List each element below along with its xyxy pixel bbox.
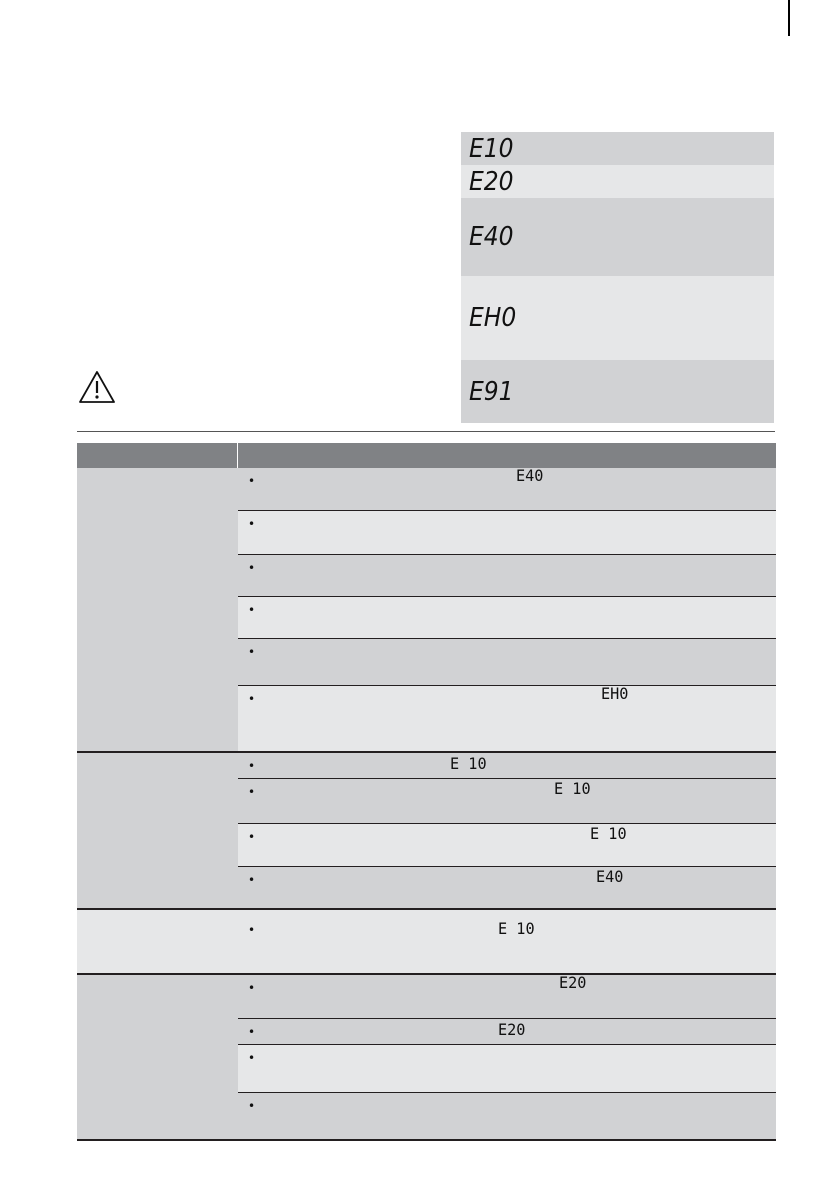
table-row [238,824,776,867]
error-code: E40 [469,222,514,252]
table-row [238,975,776,1019]
bullet: • [248,923,256,937]
bullet: • [248,830,256,844]
inline-error-code: E 10 [554,779,591,798]
page-corner-mark [788,0,790,36]
bullet: • [248,517,256,531]
table-header [77,443,776,468]
table-group [77,468,776,753]
inline-error-code: E 10 [590,824,627,843]
inline-error-code: E 10 [450,754,487,773]
header-cell-solution [238,443,776,468]
bullet: • [248,981,256,995]
table-bottom-rule [77,1139,776,1141]
problem-cell [77,910,238,973]
warning-icon [77,369,117,405]
error-code: E10 [469,133,514,164]
inline-error-code: E20 [498,1020,526,1039]
problem-cell [77,753,238,908]
inline-error-code: EH0 [601,684,629,703]
header-cell-problem [77,443,238,468]
inline-error-code: E20 [559,973,587,992]
bullet: • [248,759,256,773]
table-group [77,975,776,1139]
table-row [238,686,776,751]
table-row [238,597,776,639]
bullet: • [248,474,256,488]
problem-cell [77,468,238,751]
table-row [238,910,776,973]
table-row [238,1045,776,1093]
bullet: • [248,785,256,799]
code-row-e91 [461,360,774,423]
table-row [238,779,776,824]
table-row [238,867,776,908]
bullet: • [248,1099,256,1113]
table-group [77,910,776,975]
bullet: • [248,873,256,887]
error-code-panel [461,132,774,423]
bullet: • [248,1051,256,1065]
table-row [238,1019,776,1045]
error-code: E20 [469,166,514,197]
error-code: EH0 [469,303,517,333]
section-divider [77,431,775,432]
table-row [238,753,776,779]
inline-error-code: E40 [596,867,624,886]
table-row [238,1093,776,1139]
bullet: • [248,692,256,706]
troubleshooting-table [77,443,776,1139]
table-row [238,468,776,511]
bullet: • [248,603,256,617]
code-row-e40 [461,198,774,276]
code-row-e20 [461,165,774,198]
table-group [77,753,776,910]
code-row-eh0 [461,276,774,360]
table-row [238,511,776,555]
inline-error-code: E 10 [498,919,535,938]
table-row [238,555,776,597]
code-row-e10 [461,132,774,165]
inline-error-code: E40 [516,466,544,485]
error-code: E91 [469,376,514,407]
problem-cell [77,975,238,1139]
bullet: • [248,561,256,575]
bullet: • [248,645,256,659]
bullet: • [248,1025,256,1039]
table-row [238,639,776,686]
